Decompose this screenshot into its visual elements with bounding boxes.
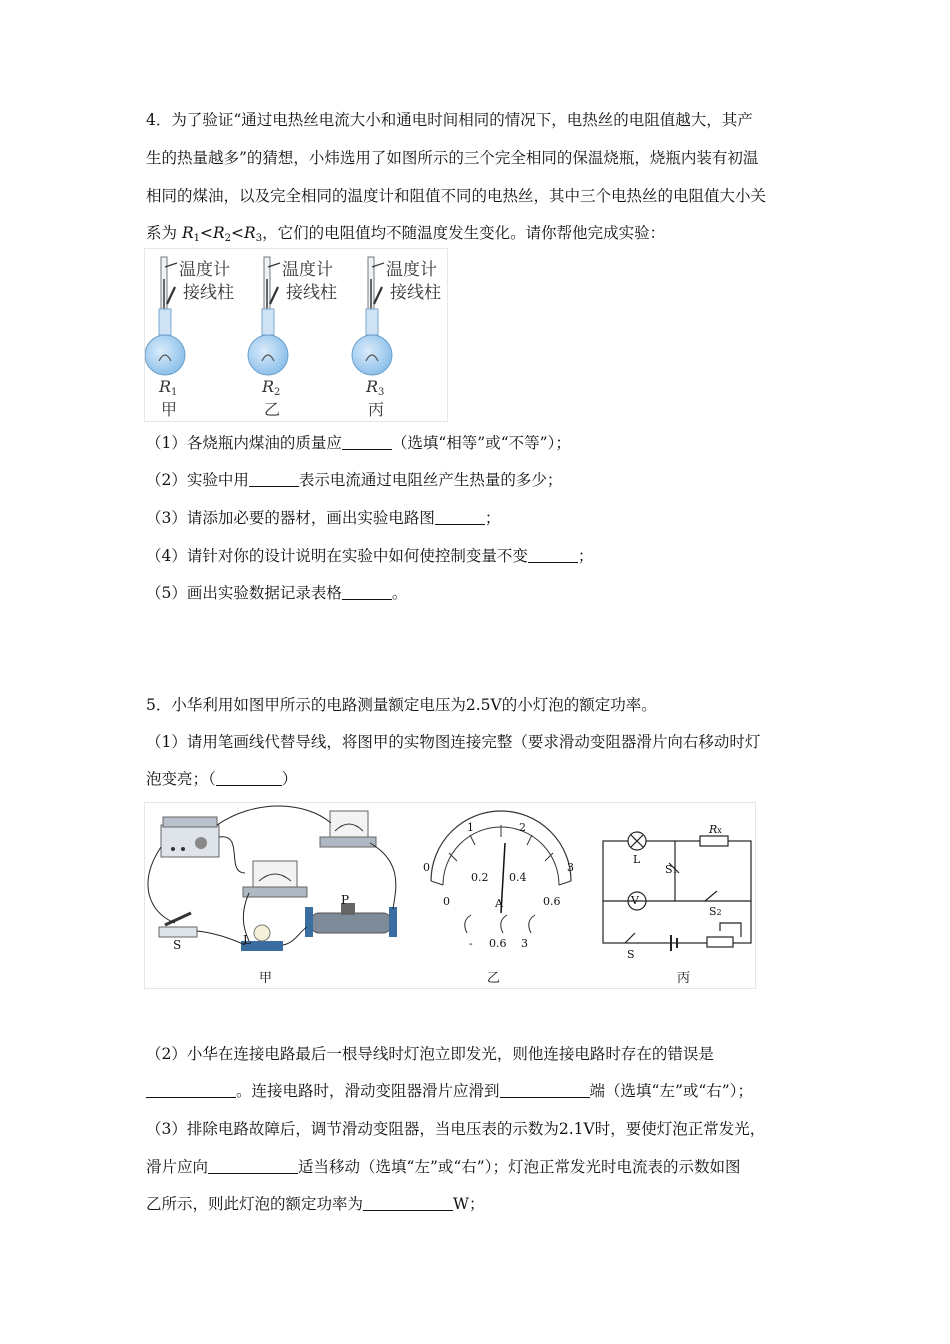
dial-top-0: 0	[423, 861, 430, 874]
terminal-label-2: 接线柱	[286, 283, 337, 303]
answer-blank[interactable]	[146, 1082, 236, 1098]
thermometer-label-2: 温度计	[282, 260, 333, 280]
q4-line-3: 相同的煤油，以及完全相同的温度计和阻值不同的电热丝，其中三个电热丝的电阻值大小关	[146, 187, 767, 205]
q5-sub-3-line-1: （3）排除电路故障后，调节滑动变阻器，当电压表的示数为2.1V时，要使灯泡正常发光，	[146, 1120, 766, 1138]
terminal-minus: -	[469, 937, 473, 950]
q5-sub-2-line-2: 。连接电路时，滑动变阻器滑片应滑到 端（选填“左”或“右”）；	[146, 1081, 753, 1101]
label-bing: 丙	[677, 971, 691, 986]
dial-top-3: 3	[567, 861, 574, 874]
flask-name-jia: 甲	[161, 400, 178, 419]
schematic-s2: S2	[709, 905, 722, 918]
dial-bottom-2: 0.4	[509, 871, 527, 884]
q4-line-2: 生的热量越多”的猜想，小炜选用了如图所示的三个完全相同的保温烧瓶，烧瓶内装有初温	[146, 149, 759, 167]
q5-sub-1-line-2: 泡变亮；（ ）	[146, 770, 298, 788]
terminal-label-3: 接线柱	[390, 283, 441, 303]
thermometer-label-3: 温度计	[386, 260, 437, 280]
q5-sub-2-line-1: （2）小华在连接电路最后一根导线时灯泡立即发光，则他连接电路时存在的错误是	[146, 1045, 714, 1063]
q4-sub-5: （5）画出实验数据记录表格 。	[146, 584, 408, 602]
terminal-0-6: 0.6	[489, 937, 507, 950]
q4-sub-4: （4）请针对你的设计说明在实验中如何使控制变量不变 ；	[146, 547, 594, 565]
label-yi: 乙	[487, 971, 501, 986]
flask-name-yi: 乙	[264, 400, 281, 419]
answer-blank[interactable]	[500, 1082, 590, 1098]
label-slider-p: P	[341, 893, 350, 907]
circuit-figure	[144, 802, 756, 989]
schematic-rx: Rx	[709, 823, 722, 836]
answer-blank[interactable]	[342, 584, 392, 600]
dial-bottom-0: 0	[443, 895, 450, 908]
apparatus-jia	[148, 806, 397, 951]
flask-label-r3: $R_3$	[366, 377, 385, 398]
terminal-label-1: 接线柱	[183, 283, 234, 303]
q5-sub-3-line-3: 乙所示，则此灯泡的额定功率为 W；	[146, 1195, 485, 1213]
q4-line-4: 系为 $R_1<R_2<R_3$，它们的电阻值均不随温度发生变化。请你帮他完成实验：	[146, 224, 666, 244]
schematic-v: V	[631, 894, 639, 907]
q4-sub-1: （1）各烧瓶内煤油的质量应 （选填“相等”或“不等”）；	[146, 434, 571, 452]
schematic-s: S	[627, 948, 635, 961]
q5-sub-1-line-1: （1）请用笔画线代替导线，将图甲的实物图连接完整（要求滑动变阻器滑片向右移动时灯	[146, 733, 761, 751]
answer-blank[interactable]	[435, 509, 485, 525]
answer-blank[interactable]	[528, 547, 578, 563]
terminal-3: 3	[521, 937, 528, 950]
q5-sub-3-line-2: 滑片应向 适当移动（选填“左”或“右”）；灯泡正常发光时电流表的示数如图	[146, 1158, 741, 1176]
flasks-figure	[144, 248, 448, 422]
dial-top-1: 1	[467, 821, 474, 834]
answer-blank[interactable]	[216, 770, 282, 786]
schematic-s1: S1	[665, 863, 678, 876]
flask-label-r2: $R_2$	[262, 377, 281, 398]
label-lamp-l: L	[243, 933, 251, 947]
q4-line-1: 4．为了验证“通过电热丝电流大小和通电时间相同的情况下，电热丝的电阻值越大，其产	[146, 111, 753, 129]
answer-blank[interactable]	[208, 1158, 298, 1174]
q5-line-1: 5．小华利用如图甲所示的电路测量额定电压为2.5V的小灯泡的额定功率。	[146, 696, 657, 714]
flask-name-bing: 丙	[368, 400, 385, 419]
schematic-bing	[603, 832, 751, 951]
dial-top-2: 2	[519, 821, 526, 834]
ammeter-dial-yi	[431, 811, 571, 933]
flask-label-r1: $R_1$	[159, 377, 178, 398]
label-switch-s: S	[173, 938, 182, 952]
schematic-l: L	[633, 853, 641, 866]
answer-blank[interactable]	[363, 1195, 453, 1211]
answer-blank[interactable]	[249, 471, 299, 487]
label-jia: 甲	[259, 971, 273, 986]
dial-unit-a: A	[495, 897, 503, 910]
circuit-diagram	[145, 803, 755, 988]
dial-bottom-3: 0.6	[543, 895, 561, 908]
dial-bottom-1: 0.2	[471, 871, 489, 884]
q4-sub-2: （2）实验中用 表示电流通过电阻丝产生热量的多少；	[146, 471, 563, 489]
answer-blank[interactable]	[342, 434, 392, 450]
thermometer-label-1: 温度计	[179, 260, 230, 280]
q4-sub-3: （3）请添加必要的器材，画出实验电路图 ；	[146, 509, 501, 527]
